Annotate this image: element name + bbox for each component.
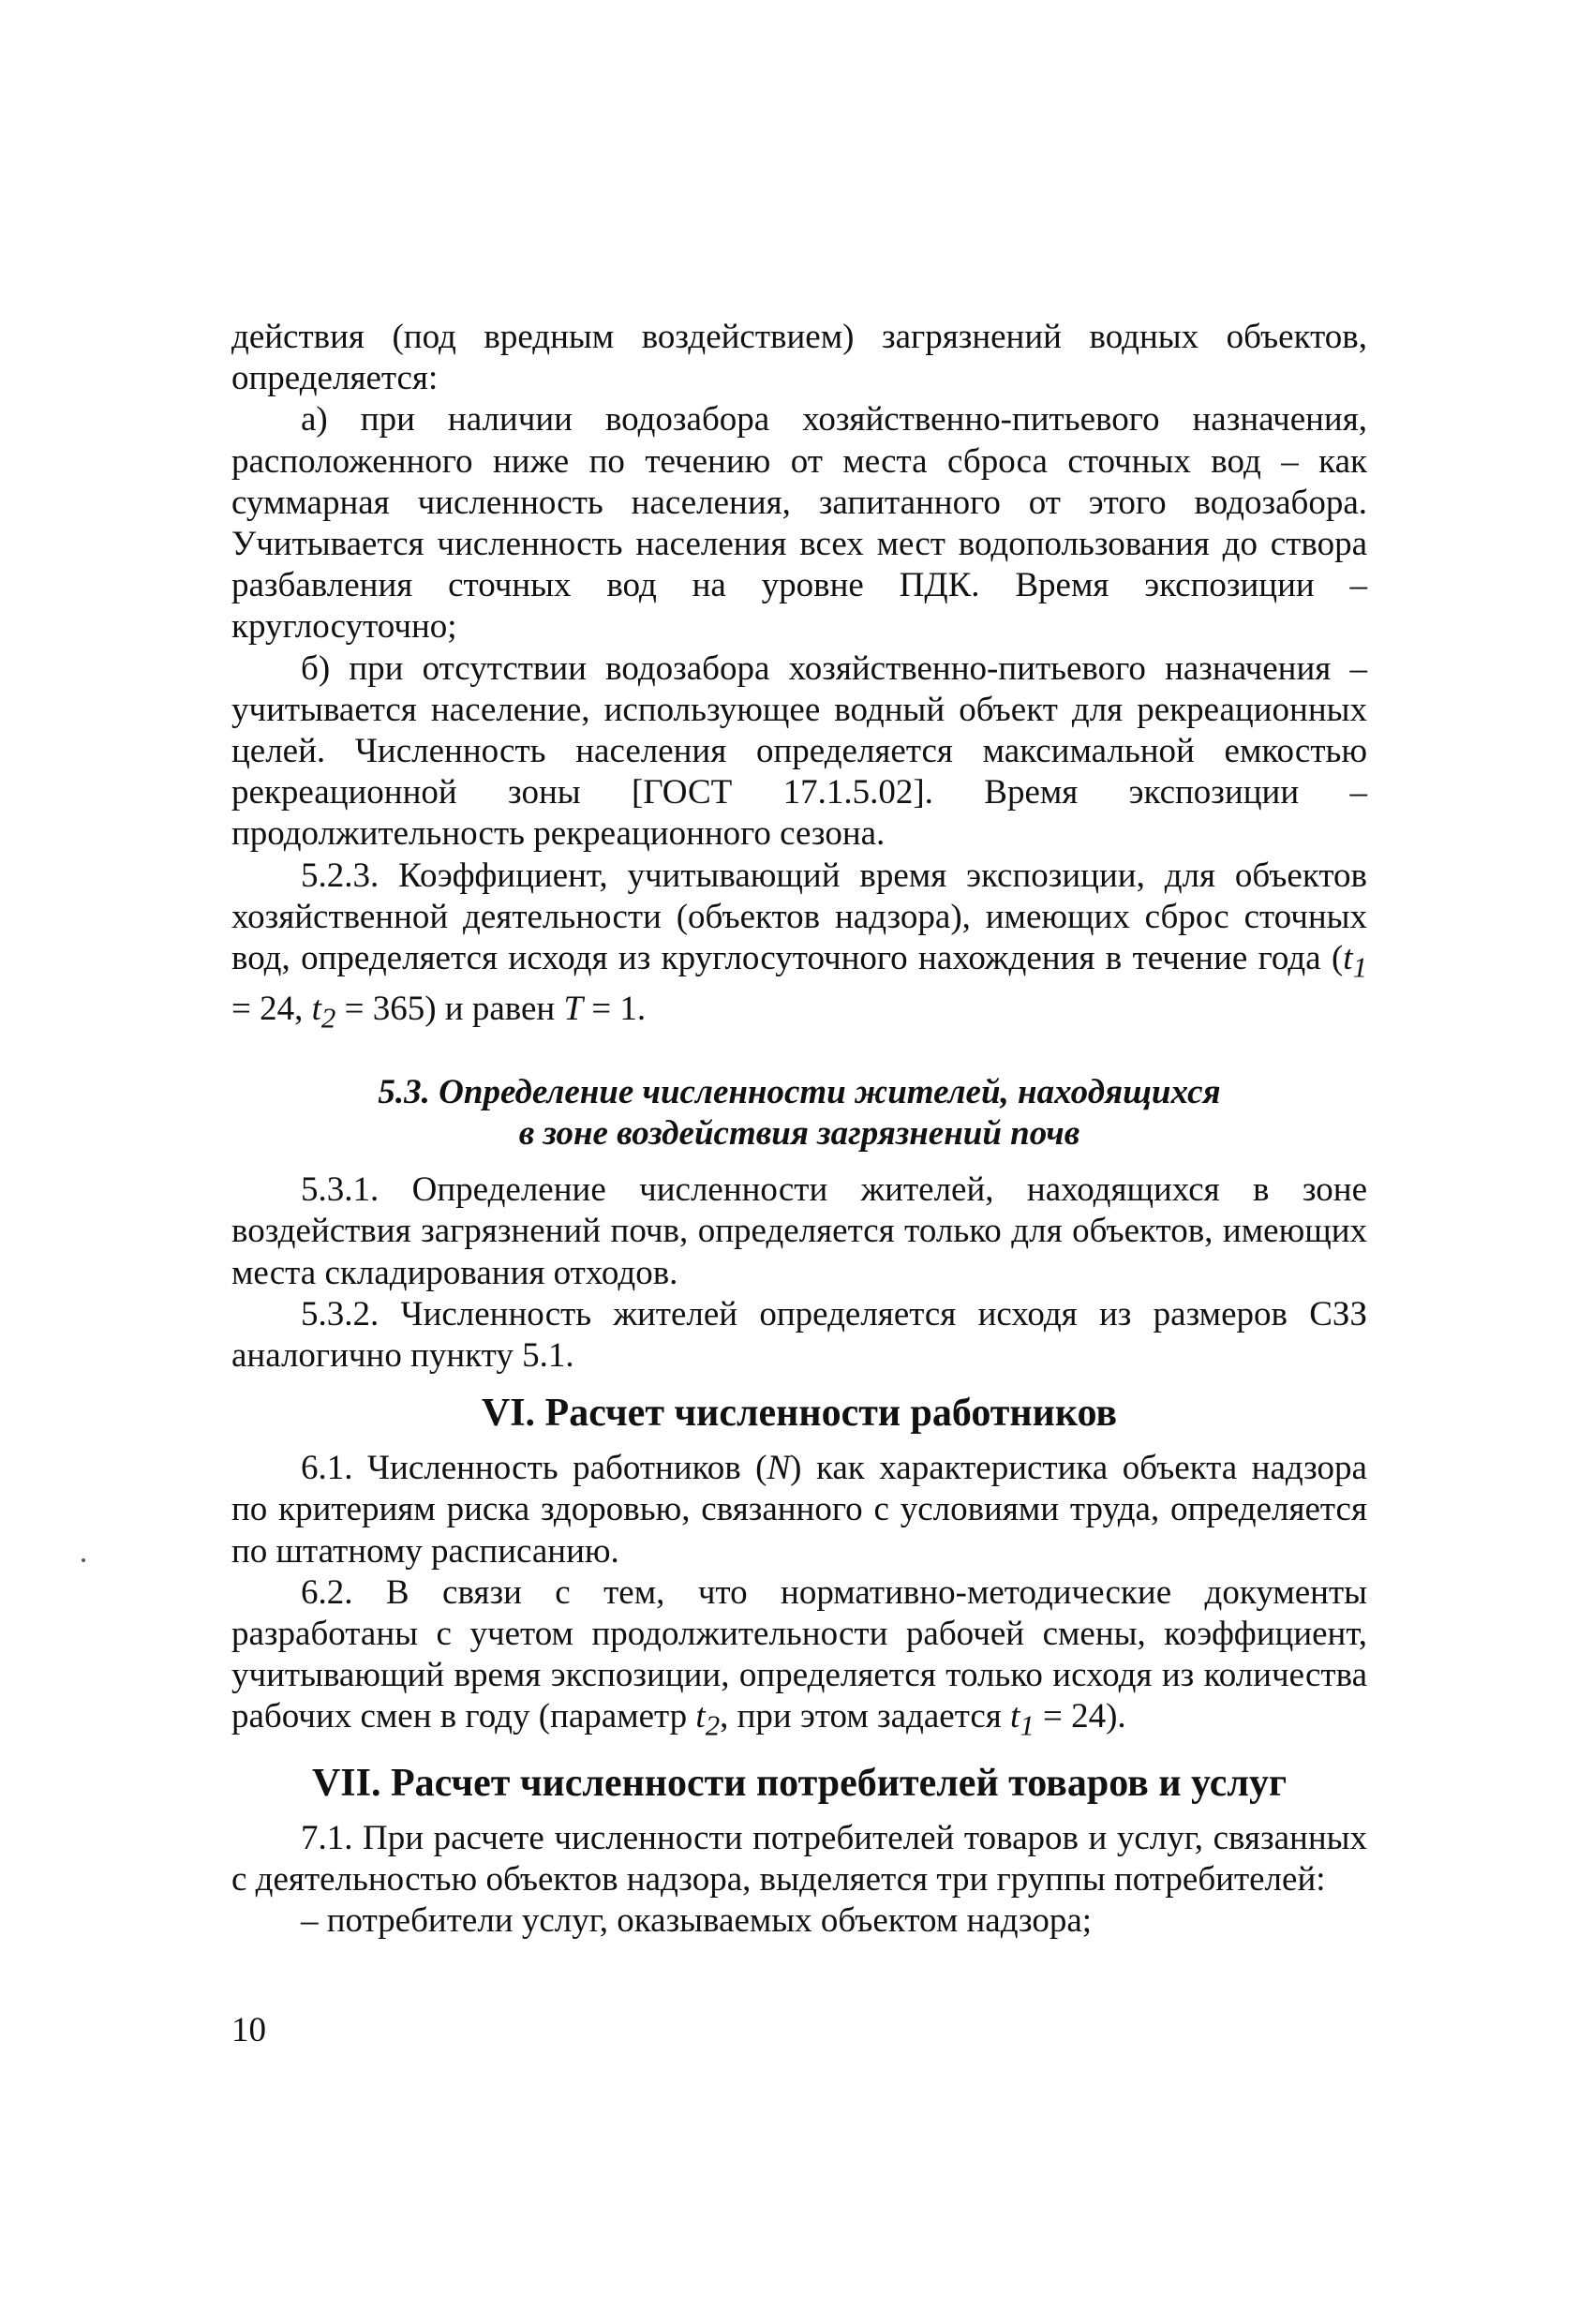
var-T: T: [563, 989, 584, 1028]
eq-2: = 365) и равен: [335, 989, 564, 1028]
paragraph-5-2-3: [231, 856, 1367, 1039]
subsection-heading-line-1: 5.3. Определение численности жителей, находящихся: [378, 1073, 1221, 1112]
paragraph-7-1: 7.1. При расчете численности потребителей товаров и услуг, связанных с деятельностью объектов надзора, выделяется три группы потребителей:: [231, 1819, 1367, 1899]
paragraph-5-2-3-text: 5.2.3. Коэффициент, учитывающий время экспозиции, для объектов хозяйственной деятельности (объектов надзора), имеющих сброс сточных вод, определяется исходя из круглосуточного нахождения в течение года (: [231, 856, 1367, 978]
paragraph-5-3-2: 5.3.2. Численность жителей определяется исходя из размеров СЗЗ аналогично пункту 5.1.: [231, 1294, 1367, 1376]
subsection-heading-line-2: в зоне воздействия загрязнений почв: [518, 1114, 1080, 1154]
var-t2-b: t: [695, 1697, 706, 1736]
var-t1-b: t: [1010, 1697, 1020, 1736]
list-item-dash: – потребители услуг, оказываемых объектом надзора;: [301, 1901, 1093, 1941]
paragraph-continuation: действия (под вредным воздействием) загрязнений водных объектов, определяется:: [231, 318, 1367, 398]
eq-end: = 1.: [583, 989, 647, 1028]
eq-1: = 24,: [231, 989, 312, 1028]
paragraph-6-2-start: 6.2. В связи с тем, что нормативно-методические документы разработаны с учетом продолжительности рабочей смены, коэффициент, учитывающий время экспозиции, определяется только исходя из количества рабочих смен в году (параметр: [231, 1572, 1367, 1736]
paragraph-6-1-end: ) как характеристика объекта надзора по критериям риска здоровью, связанного с условиями труда, определяется по штатному расписанию.: [231, 1449, 1367, 1571]
scan-speck: [82, 1558, 85, 1562]
section-heading-vi: VI. Расчет численности работников: [481, 1392, 1118, 1436]
paragraph-6-2: [231, 1572, 1367, 1747]
var-t1-sub: 1: [1352, 951, 1367, 984]
page-content: [231, 317, 1367, 1943]
paragraph-5-3-1: 5.3.1. Определение численности жителей, находящихся в зоне воздействия загрязнений почв, определяется только для объектов, имеющих места складирования отходов.: [231, 1170, 1367, 1292]
var-N: N: [767, 1449, 791, 1488]
var-t1: t: [1343, 939, 1353, 978]
paragraph-6-2-end: = 24).: [1034, 1697, 1126, 1736]
paragraph-item-b: б) при отсутствии водозабора хозяйственно-питьевого назначения – учитывается население, использующее водный объект для рекреационных целей. Численность населения определяется максимальной емкостью рекреационной зоны [ГОСТ 17.1.5.02]. Время экспозиции – продолжительность рекреационного сезона.: [231, 648, 1367, 854]
section-heading-vii: VII. Расчет численности потребителей товаров и услуг: [311, 1762, 1288, 1806]
paragraph-item-a: а) при наличии водозабора хозяйственно-питьевого назначения, расположенного ниже по течению от места сброса сточных вод – как суммарная численность населения, запитанного от этого водозабора. Учитывается численность населения всех мест водопользования до створа разбавления сточных вод на уровне ПДК. Время экспозиции – круглосуточно;: [231, 400, 1367, 647]
var-t2: t: [311, 989, 321, 1028]
paragraph-6-1-start: 6.1. Численность работников (: [301, 1449, 767, 1488]
var-t1-b-sub: 1: [1020, 1709, 1035, 1742]
subsection-heading-5-3: [231, 1072, 1367, 1155]
paragraph-6-2-mid: , при этом задается: [720, 1697, 1011, 1736]
paragraph-6-1: [231, 1448, 1367, 1572]
page-number: 10: [231, 2011, 266, 2049]
var-t2-sub: 2: [320, 1002, 336, 1035]
var-t2-b-sub: 2: [705, 1709, 721, 1742]
